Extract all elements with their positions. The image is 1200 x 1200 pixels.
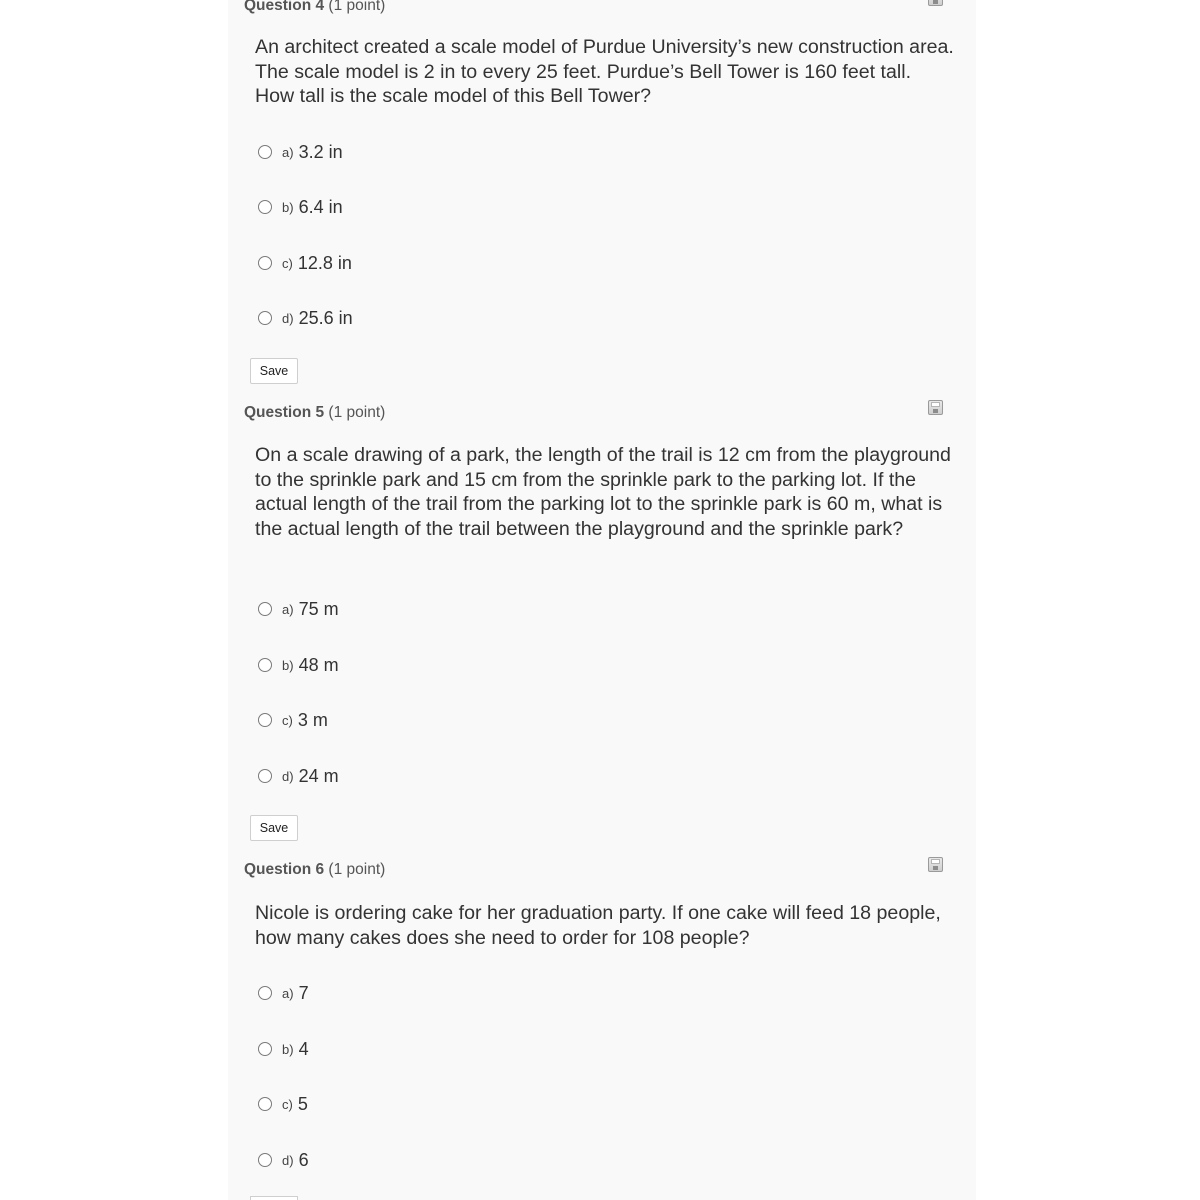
option-letter: b) — [282, 199, 294, 215]
option-letter: a) — [282, 144, 294, 160]
radio-button[interactable] — [258, 200, 272, 214]
option-letter: d) — [282, 310, 294, 326]
option-value: 4 — [298, 1038, 309, 1059]
option-letter: d) — [282, 768, 294, 784]
answer-option-b[interactable] — [258, 655, 339, 675]
save-button[interactable]: Save — [250, 358, 298, 384]
save-icon[interactable] — [928, 857, 943, 872]
option-value: 25.6 in — [298, 307, 353, 328]
save-icon[interactable] — [928, 400, 943, 415]
question-text: On a scale drawing of a park, the length of the trail is 12 cm from the playground to the sprinkle park and 15 cm from the sprinkle park to the parking lot. If the actual length of the trail from the parking lot to the sprinkle park is 60 m, what is the actual length of the trail between the playground and the sprinkle park? — [255, 444, 951, 540]
answer-option-a[interactable] — [258, 599, 339, 619]
question-label: Question 6 — [244, 861, 325, 878]
radio-button[interactable] — [258, 658, 272, 672]
answer-option-b[interactable] — [258, 1039, 309, 1059]
save-button[interactable]: Save — [250, 815, 298, 841]
save-button[interactable] — [250, 1196, 298, 1200]
option-value: 6 — [298, 1149, 309, 1170]
answer-option-d[interactable] — [258, 308, 353, 328]
question-label: Question 4 — [244, 0, 325, 14]
question-text: An architect created a scale model of Purdue University’s new construction area. The scale model is 2 in to every 25 feet. Purdue’s Bell Tower is 160 feet tall. How tall is the scale model of this Bell Tower? — [255, 36, 954, 107]
radio-button[interactable] — [258, 986, 272, 1000]
answer-option-c[interactable] — [258, 253, 352, 273]
answer-option-a[interactable] — [258, 142, 343, 162]
radio-button[interactable] — [258, 1153, 272, 1167]
radio-button[interactable] — [258, 769, 272, 783]
option-letter: a) — [282, 601, 294, 617]
answer-option-d[interactable] — [258, 1150, 309, 1170]
option-letter: b) — [282, 1041, 294, 1057]
radio-button[interactable] — [258, 1097, 272, 1111]
option-letter: a) — [282, 985, 294, 1001]
option-value: 75 m — [298, 598, 339, 619]
option-value: 48 m — [298, 654, 339, 675]
option-value: 3.2 in — [298, 141, 343, 162]
radio-button[interactable] — [258, 1042, 272, 1056]
radio-button[interactable] — [258, 713, 272, 727]
answer-option-c[interactable] — [258, 1094, 308, 1114]
answer-option-d[interactable] — [258, 766, 339, 786]
option-letter: b) — [282, 657, 294, 673]
answer-option-c[interactable] — [258, 710, 328, 730]
answer-option-b[interactable] — [258, 197, 343, 217]
option-value: 5 — [297, 1093, 308, 1114]
question-points: (1 point) — [328, 861, 386, 878]
option-letter: d) — [282, 1152, 294, 1168]
save-icon[interactable] — [928, 0, 943, 6]
option-letter: c) — [282, 1096, 293, 1112]
answer-option-a[interactable] — [258, 983, 309, 1003]
option-value: 3 m — [297, 709, 328, 730]
option-value: 6.4 in — [298, 196, 343, 217]
radio-button[interactable] — [258, 145, 272, 159]
question-label: Question 5 — [244, 404, 325, 421]
question-header — [244, 0, 385, 16]
question-text: Nicole is ordering cake for her graduation party. If one cake will feed 18 people, how many cakes does she need to order for 108 people? — [255, 902, 941, 949]
option-letter: c) — [282, 712, 293, 728]
option-letter: c) — [282, 255, 293, 271]
question-points: (1 point) — [328, 404, 386, 421]
radio-button[interactable] — [258, 311, 272, 325]
option-value: 12.8 in — [297, 252, 352, 273]
question-points: (1 point) — [328, 0, 386, 14]
question-header — [244, 403, 385, 423]
option-value: 24 m — [298, 765, 339, 786]
option-value: 7 — [298, 982, 309, 1003]
radio-button[interactable] — [258, 256, 272, 270]
quiz-panel — [228, 0, 976, 1200]
question-header — [244, 860, 385, 880]
radio-button[interactable] — [258, 602, 272, 616]
